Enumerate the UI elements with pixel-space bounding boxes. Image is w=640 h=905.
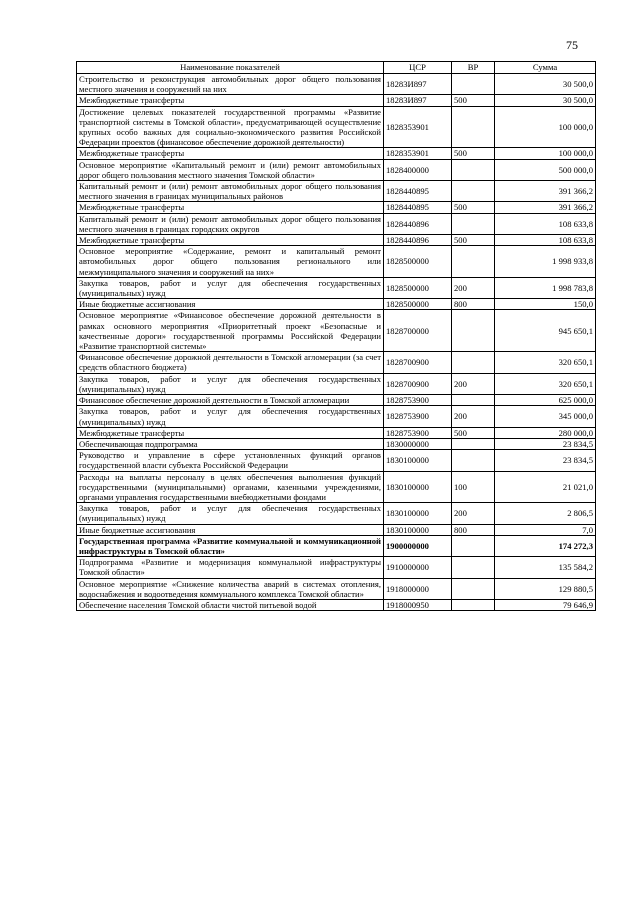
row-vr: 500 bbox=[452, 148, 495, 159]
row-csr: 1828700000 bbox=[384, 310, 452, 352]
row-vr bbox=[452, 106, 495, 148]
row-csr: 1830100000 bbox=[384, 450, 452, 471]
row-name: Основное мероприятие «Снижение количества аварий в системах отопления, водоснабжения и водоотведения коммунального комплекса Томской области» bbox=[77, 578, 384, 599]
row-sum: 7,0 bbox=[495, 524, 596, 535]
row-name: Закупка товаров, работ и услуг для обеспечения государственных (муниципальных) нужд bbox=[77, 503, 384, 524]
row-sum: 135 584,2 bbox=[495, 557, 596, 578]
row-name: Межбюджетные трансферты bbox=[77, 202, 384, 213]
table-row bbox=[77, 352, 596, 373]
row-sum: 625 000,0 bbox=[495, 395, 596, 406]
row-name: Обеспечение населения Томской области чистой питьевой водой bbox=[77, 599, 384, 610]
table-row bbox=[77, 427, 596, 438]
row-sum: 1 998 783,8 bbox=[495, 277, 596, 298]
table-row bbox=[77, 450, 596, 471]
table-row bbox=[77, 246, 596, 278]
table-row bbox=[77, 524, 596, 535]
row-sum: 320 650,1 bbox=[495, 373, 596, 394]
row-name: Иные бюджетные ассигнования bbox=[77, 299, 384, 310]
row-name: Межбюджетные трансферты bbox=[77, 427, 384, 438]
row-csr: 1828440895 bbox=[384, 181, 452, 202]
row-vr: 200 bbox=[452, 406, 495, 427]
row-name: Закупка товаров, работ и услуг для обеспечения государственных (муниципальных) нужд bbox=[77, 277, 384, 298]
row-sum: 21 021,0 bbox=[495, 471, 596, 503]
header-sum: Сумма bbox=[495, 62, 596, 74]
row-csr: 1918000000 bbox=[384, 578, 452, 599]
row-vr: 500 bbox=[452, 427, 495, 438]
row-vr: 800 bbox=[452, 299, 495, 310]
row-vr bbox=[452, 246, 495, 278]
row-csr: 1830100000 bbox=[384, 471, 452, 503]
table-row bbox=[77, 438, 596, 449]
row-name: Капитальный ремонт и (или) ремонт автомобильных дорог общего пользования местного значения в границах городских округов bbox=[77, 213, 384, 234]
table-row bbox=[77, 395, 596, 406]
row-csr: 1828500000 bbox=[384, 277, 452, 298]
row-name: Руководство и управление в сфере установленных функций органов государственной власти субъекта Российской Федерации bbox=[77, 450, 384, 471]
row-name: Капитальный ремонт и (или) ремонт автомобильных дорог общего пользования местного значения в границах муниципальных районов bbox=[77, 181, 384, 202]
table-row bbox=[77, 235, 596, 246]
row-vr: 100 bbox=[452, 471, 495, 503]
row-name: Закупка товаров, работ и услуг для обеспечения государственных (муниципальных) нужд bbox=[77, 406, 384, 427]
row-vr: 200 bbox=[452, 277, 495, 298]
row-sum: 108 633,8 bbox=[495, 213, 596, 234]
row-sum: 100 000,0 bbox=[495, 148, 596, 159]
row-csr: 1828753900 bbox=[384, 395, 452, 406]
row-sum: 174 272,3 bbox=[495, 535, 596, 556]
row-csr: 1828440896 bbox=[384, 213, 452, 234]
row-csr: 1828440896 bbox=[384, 235, 452, 246]
row-vr bbox=[452, 352, 495, 373]
header-csr: ЦСР bbox=[384, 62, 452, 74]
table-row bbox=[77, 535, 596, 556]
row-vr bbox=[452, 557, 495, 578]
row-name: Основное мероприятие «Капитальный ремонт и (или) ремонт автомобильных дорог общего пользования местного значения Томской области» bbox=[77, 159, 384, 180]
table-row bbox=[77, 310, 596, 352]
row-name: Финансовое обеспечение дорожной деятельности в Томской агломерации bbox=[77, 395, 384, 406]
row-csr: 1828753900 bbox=[384, 406, 452, 427]
row-name: Обеспечивающая подпрограмма bbox=[77, 438, 384, 449]
row-sum: 150,0 bbox=[495, 299, 596, 310]
row-sum: 500 000,0 bbox=[495, 159, 596, 180]
table-row bbox=[77, 106, 596, 148]
row-sum: 30 500,0 bbox=[495, 74, 596, 95]
row-sum: 391 366,2 bbox=[495, 181, 596, 202]
row-vr: 200 bbox=[452, 373, 495, 394]
row-name: Закупка товаров, работ и услуг для обеспечения государственных (муниципальных) нужд bbox=[77, 373, 384, 394]
table-row bbox=[77, 148, 596, 159]
row-sum: 345 000,0 bbox=[495, 406, 596, 427]
row-sum: 320 650,1 bbox=[495, 352, 596, 373]
row-vr bbox=[452, 535, 495, 556]
table-row bbox=[77, 74, 596, 95]
row-name: Финансовое обеспечение дорожной деятельности в Томской агломерации (за счет средств областного бюджета) bbox=[77, 352, 384, 373]
table-row bbox=[77, 373, 596, 394]
row-vr: 200 bbox=[452, 503, 495, 524]
row-vr: 500 bbox=[452, 235, 495, 246]
table-row bbox=[77, 471, 596, 503]
row-csr: 1828700900 bbox=[384, 373, 452, 394]
row-name: Расходы на выплаты персоналу в целях обеспечения выполнения функций государственными (муниципальными) органами, казенными учреждениями, органами управления государственными внебюджетными фондами bbox=[77, 471, 384, 503]
row-sum: 280 000,0 bbox=[495, 427, 596, 438]
row-vr bbox=[452, 599, 495, 610]
table-row bbox=[77, 406, 596, 427]
row-vr bbox=[452, 159, 495, 180]
row-vr bbox=[452, 438, 495, 449]
table-header-row bbox=[77, 62, 596, 74]
row-sum: 1 998 933,8 bbox=[495, 246, 596, 278]
table-row bbox=[77, 578, 596, 599]
row-vr bbox=[452, 310, 495, 352]
row-name: Подпрограмма «Развитие и модернизация коммунальной инфраструктуры Томской области» bbox=[77, 557, 384, 578]
row-csr: 1828500000 bbox=[384, 246, 452, 278]
row-csr: 1918000950 bbox=[384, 599, 452, 610]
row-name: Межбюджетные трансферты bbox=[77, 235, 384, 246]
table-row bbox=[77, 95, 596, 106]
row-csr: 1828440895 bbox=[384, 202, 452, 213]
row-csr: 1828353901 bbox=[384, 106, 452, 148]
budget-table bbox=[76, 61, 596, 611]
row-sum: 30 500,0 bbox=[495, 95, 596, 106]
table-row bbox=[77, 277, 596, 298]
row-csr: 1828353901 bbox=[384, 148, 452, 159]
row-sum: 100 000,0 bbox=[495, 106, 596, 148]
row-csr: 1830000000 bbox=[384, 438, 452, 449]
row-name: Достижение целевых показателей государственной программы «Развитие транспортной системы в Томской области», предусматривающей осуществление крупных особо важных для социально-экономического развития Российской Федерации проектов (финансовое обеспечение дорожной деятельности) bbox=[77, 106, 384, 148]
table-row bbox=[77, 213, 596, 234]
row-csr: 1828400000 bbox=[384, 159, 452, 180]
row-sum: 23 834,5 bbox=[495, 450, 596, 471]
row-vr: 500 bbox=[452, 202, 495, 213]
table-row bbox=[77, 181, 596, 202]
row-sum: 2 806,5 bbox=[495, 503, 596, 524]
row-csr: 18283И897 bbox=[384, 74, 452, 95]
row-sum: 79 646,9 bbox=[495, 599, 596, 610]
table-row bbox=[77, 202, 596, 213]
header-vr: ВР bbox=[452, 62, 495, 74]
row-name: Основное мероприятие «Содержание, ремонт и капитальный ремонт автомобильных дорог общего пользования регионального или межмуниципального значения и сооружений на них» bbox=[77, 246, 384, 278]
row-csr: 18283И897 bbox=[384, 95, 452, 106]
row-sum: 108 633,8 bbox=[495, 235, 596, 246]
table-row bbox=[77, 599, 596, 610]
row-csr: 1828500000 bbox=[384, 299, 452, 310]
row-vr bbox=[452, 578, 495, 599]
row-name: Иные бюджетные ассигнования bbox=[77, 524, 384, 535]
row-vr: 500 bbox=[452, 95, 495, 106]
row-name: Государственная программа «Развитие коммунальной и коммуникационной инфраструктуры в Томской области» bbox=[77, 535, 384, 556]
row-vr bbox=[452, 181, 495, 202]
row-sum: 391 366,2 bbox=[495, 202, 596, 213]
row-sum: 23 834,5 bbox=[495, 438, 596, 449]
row-csr: 1828753900 bbox=[384, 427, 452, 438]
row-sum: 945 650,1 bbox=[495, 310, 596, 352]
table-row bbox=[77, 503, 596, 524]
row-name: Основное мероприятие «Финансовое обеспечение дорожной деятельности в рамках основного мероприятия «Приоритетный проект «Безопасные и качественные дороги» государственной программы Российской Федерации «Развитие транспортной системы» bbox=[77, 310, 384, 352]
row-vr bbox=[452, 395, 495, 406]
table-row bbox=[77, 557, 596, 578]
header-name: Наименование показателей bbox=[77, 62, 384, 74]
page-number: 75 bbox=[566, 38, 578, 52]
row-sum: 129 880,5 bbox=[495, 578, 596, 599]
row-vr bbox=[452, 450, 495, 471]
table-row bbox=[77, 299, 596, 310]
row-name: Строительство и реконструкция автомобильных дорог общего пользования местного значения и сооружений на них bbox=[77, 74, 384, 95]
row-vr bbox=[452, 74, 495, 95]
row-name: Межбюджетные трансферты bbox=[77, 95, 384, 106]
row-csr: 1830100000 bbox=[384, 524, 452, 535]
row-vr bbox=[452, 213, 495, 234]
row-csr: 1910000000 bbox=[384, 557, 452, 578]
row-csr: 1830100000 bbox=[384, 503, 452, 524]
row-name: Межбюджетные трансферты bbox=[77, 148, 384, 159]
row-csr: 1900000000 bbox=[384, 535, 452, 556]
row-csr: 1828700900 bbox=[384, 352, 452, 373]
table-row bbox=[77, 159, 596, 180]
row-vr: 800 bbox=[452, 524, 495, 535]
